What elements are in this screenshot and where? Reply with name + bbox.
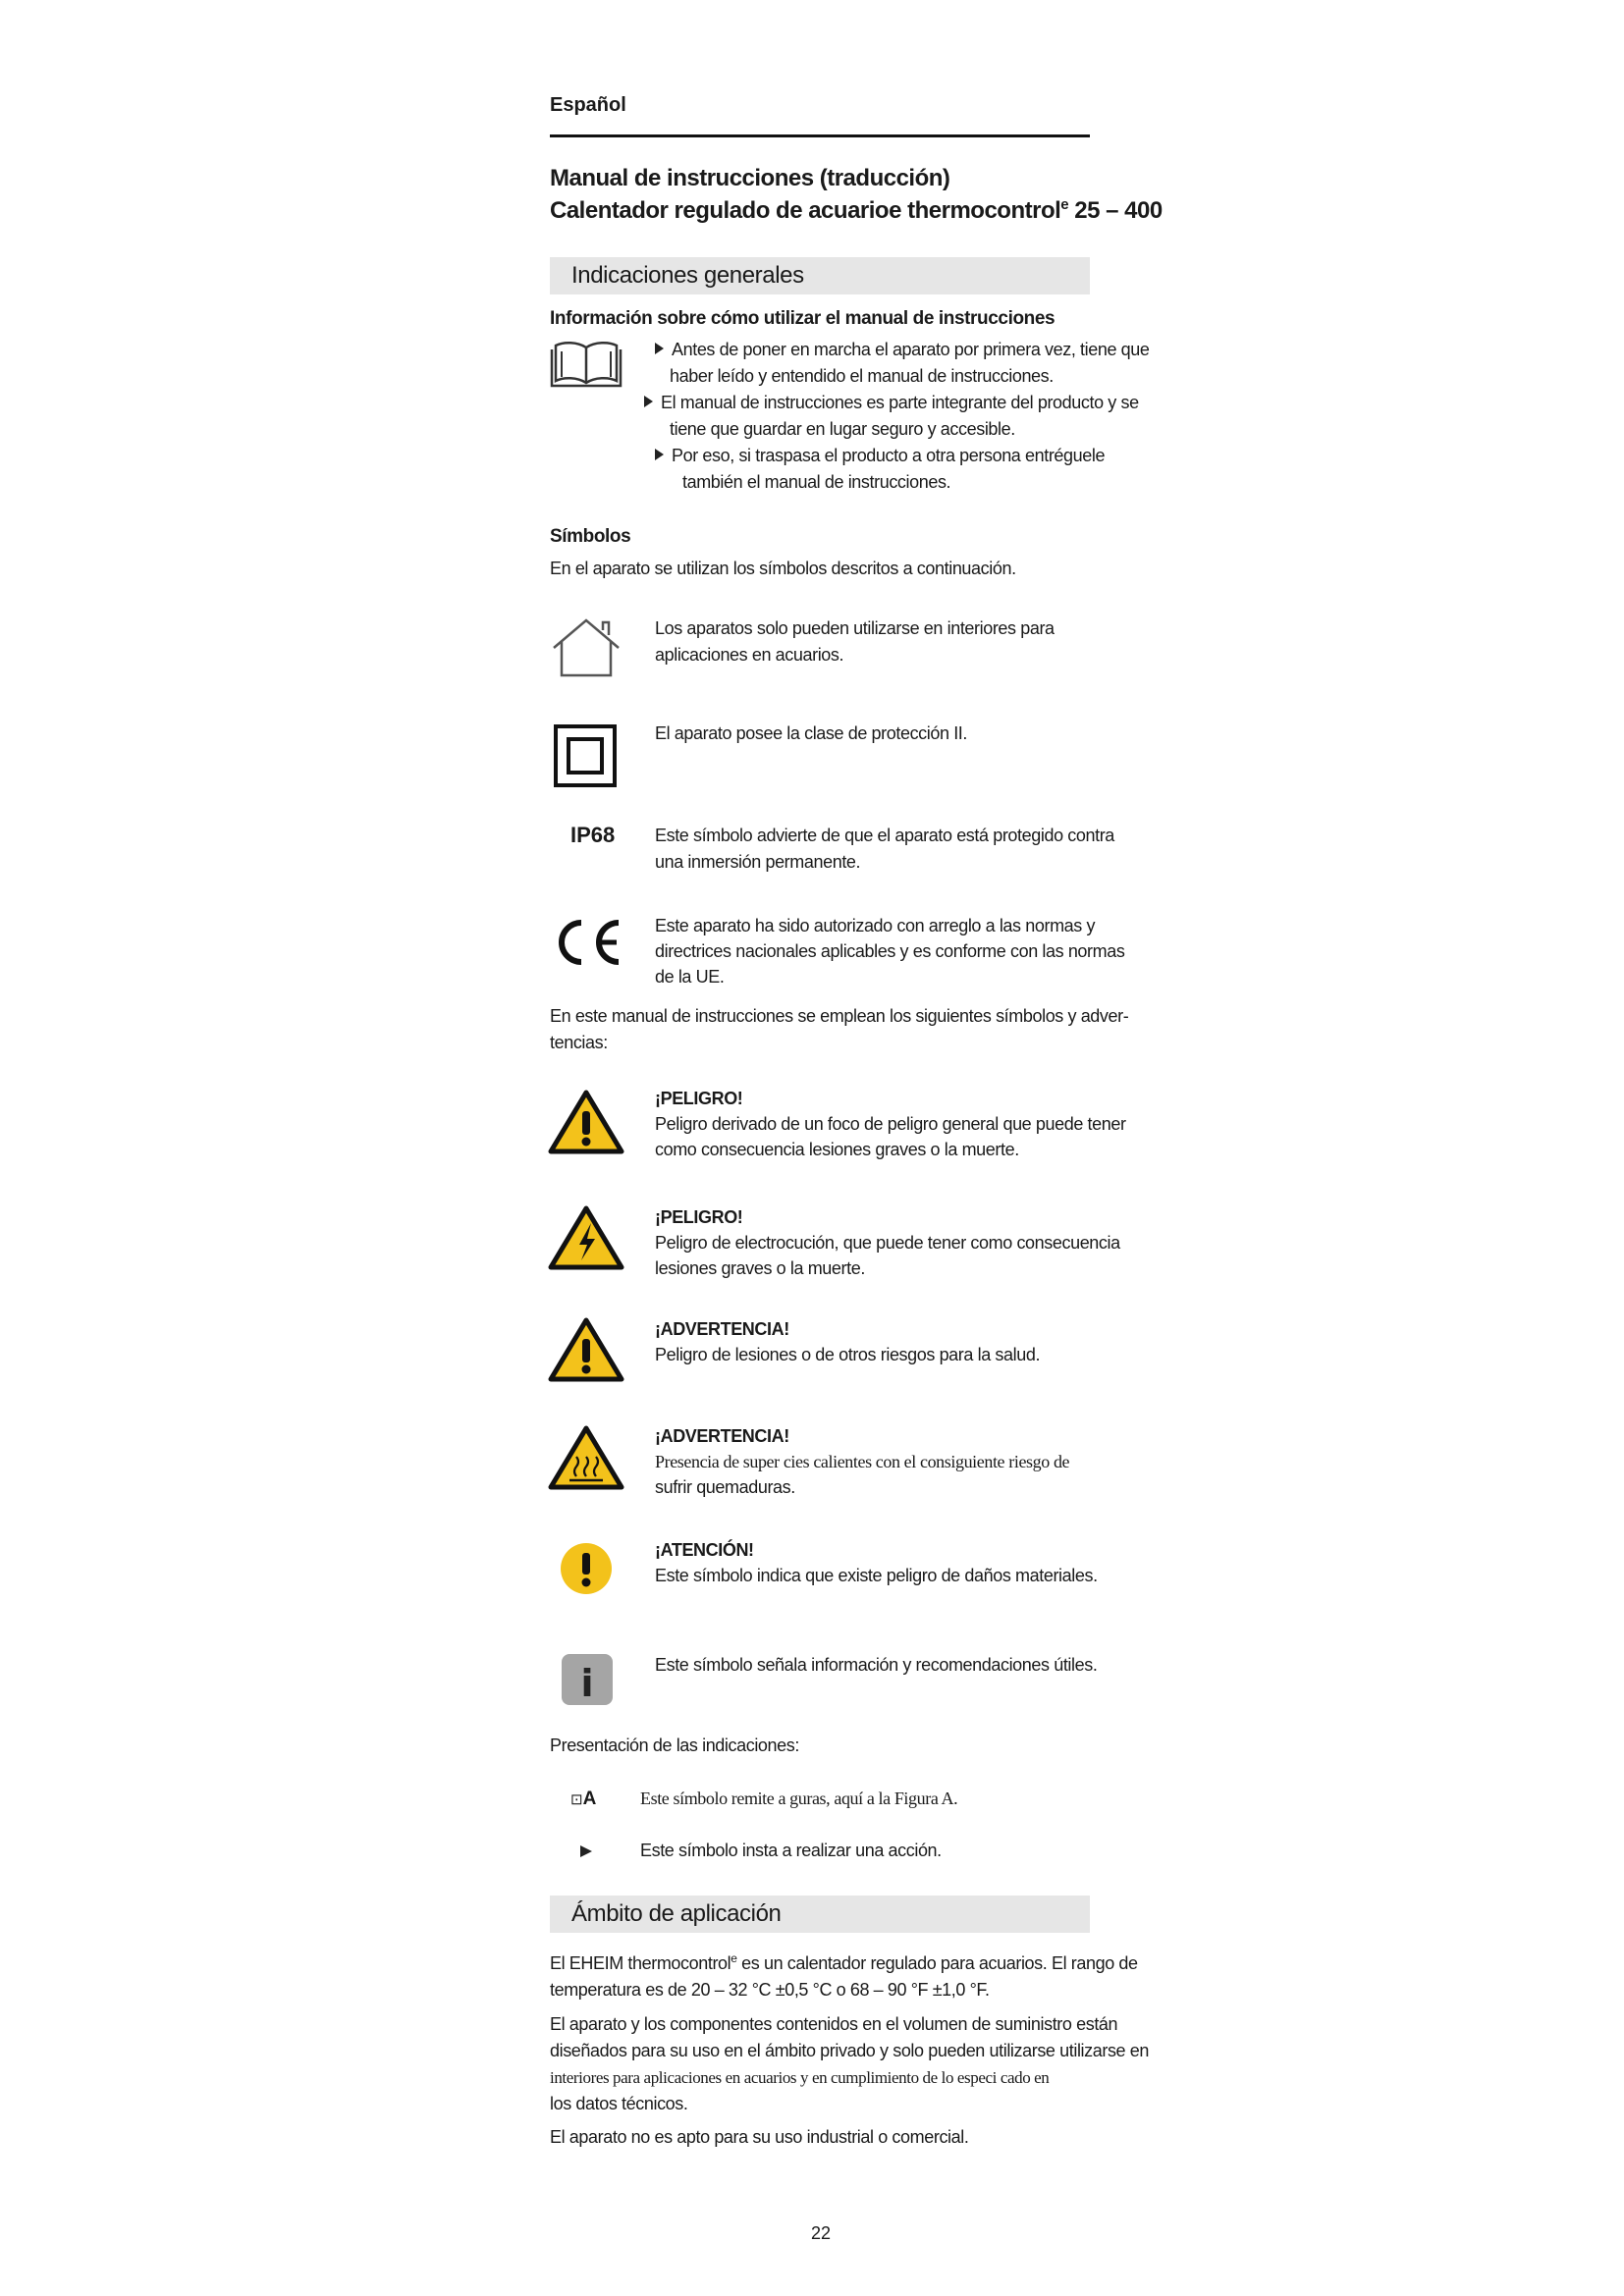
- bullet-arrow-icon: [644, 396, 653, 407]
- document-subtitle: Calentador regulado de acuarioe thermocontrol$^e$ 25 – 400: [550, 196, 1163, 224]
- scope-paragraph-3: El aparato no es apto para su uso industrial o comercial.: [550, 2127, 969, 2147]
- warning-text: ¡ADVERTENCIA! Peligro de lesiones o de otros riesgos para la salud.: [655, 1319, 1041, 1364]
- action-arrow-icon: [578, 1843, 594, 1859]
- list-item-continuation: haber leído y entendido el manual de instrucciones.: [670, 366, 1054, 386]
- bullet-arrow-icon: [655, 343, 664, 354]
- symbol-description: El aparato posee la clase de protección II.: [655, 723, 968, 743]
- document-title: Manual de instrucciones (traducción): [550, 165, 950, 191]
- warning-text: ¡PELIGRO! Peligro derivado de un foco de peligro general que puede tener como consecuencia lesiones graves o la muerte.: [655, 1089, 1126, 1159]
- electric-danger-icon: [548, 1205, 624, 1270]
- protection-class-ii-icon: [554, 724, 617, 787]
- warning-text: ¡ATENCIÓN! Este símbolo indica que existe peligro de daños materiales.: [655, 1540, 1098, 1585]
- language-label: Español: [550, 94, 626, 116]
- list-item-continuation: también el manual de instrucciones.: [682, 472, 951, 492]
- manual-symbols-intro: En este manual de instrucciones se emplean los siguientes símbolos y adver- tencias:: [550, 1006, 1129, 1052]
- list-item: El manual de instrucciones es parte integrante del producto y se: [644, 390, 1139, 416]
- scope-paragraph-2: El aparato y los componentes contenidos en el volumen de suministro están diseñados para su uso en el ámbito privado y solo pueden utilizarse utilizarse en interiores para aplicaciones en acuarios y en cumplimiento de lo especi cado en los datos técnicos.: [550, 2014, 1149, 2113]
- ip68-label: IP68: [570, 823, 616, 847]
- attention-icon: [559, 1541, 614, 1596]
- warning-icon: [548, 1317, 624, 1382]
- header-rule: [550, 134, 1090, 137]
- section-heading-general: Indicaciones generales: [550, 257, 1090, 294]
- page-number: 22: [811, 2223, 832, 2243]
- symbol-description: Los aparatos solo pueden utilizarse en interiores para aplicaciones en acuarios.: [655, 618, 1055, 665]
- warning-text: ¡PELIGRO! Peligro de electrocución, que puede tener como consecuencia lesiones graves o la muerte.: [655, 1207, 1120, 1278]
- svg-text:i: i: [580, 1662, 594, 1705]
- symbol-description: Este símbolo advierte de que el aparato está protegido contra una inmersión permanente.: [655, 826, 1114, 872]
- scope-paragraph-1: El EHEIM thermocontrol$^e$ es un calentador regulado para acuarios. El rango de temperatura es de 20 – 32 °C ±0,5 °C o 68 – 90 °F ±1,0 °F.: [550, 1951, 1138, 2000]
- symbols-intro: En el aparato se utilizan los símbolos descritos a continuación.: [550, 559, 1016, 578]
- list-item-continuation: tiene que guardar en lugar seguro y accesible.: [670, 419, 1015, 439]
- usage-info-title: Información sobre cómo utilizar el manual de instrucciones: [550, 308, 1056, 329]
- presentation-text: Este símbolo insta a realizar una acción.: [640, 1841, 942, 1860]
- symbols-title: Símbolos: [550, 526, 631, 547]
- hot-surface-icon: [548, 1425, 624, 1490]
- list-item: Antes de poner en marcha el aparato por primera vez, tiene que: [655, 337, 1150, 363]
- book-icon: [550, 340, 623, 389]
- info-icon: [561, 1653, 614, 1706]
- list-item: Por eso, si traspasa el producto a otra persona entréguele: [655, 443, 1105, 469]
- info-text: Este símbolo señala información y recomendaciones útiles.: [655, 1655, 1098, 1675]
- house-icon: [550, 616, 623, 679]
- bullet-arrow-icon: [655, 449, 664, 460]
- presentation-text: Este símbolo remite a guras, aquí a la Figura A.: [640, 1789, 958, 1808]
- figure-reference-symbol: ⊡A: [570, 1789, 597, 1809]
- general-danger-icon: [548, 1090, 624, 1154]
- section-heading-scope: Ámbito de aplicación: [550, 1896, 1090, 1933]
- presentation-title: Presentación de las indicaciones:: [550, 1735, 799, 1755]
- ce-mark-icon: [550, 917, 624, 968]
- symbol-description: Este aparato ha sido autorizado con arreglo a las normas y directrices nacionales aplicables y es conforme con las normas de la UE.: [655, 916, 1125, 987]
- warning-text: ¡ADVERTENCIA! Presencia de super cies calientes con el consiguiente riesgo de sufrir quemaduras.: [655, 1426, 1070, 1497]
